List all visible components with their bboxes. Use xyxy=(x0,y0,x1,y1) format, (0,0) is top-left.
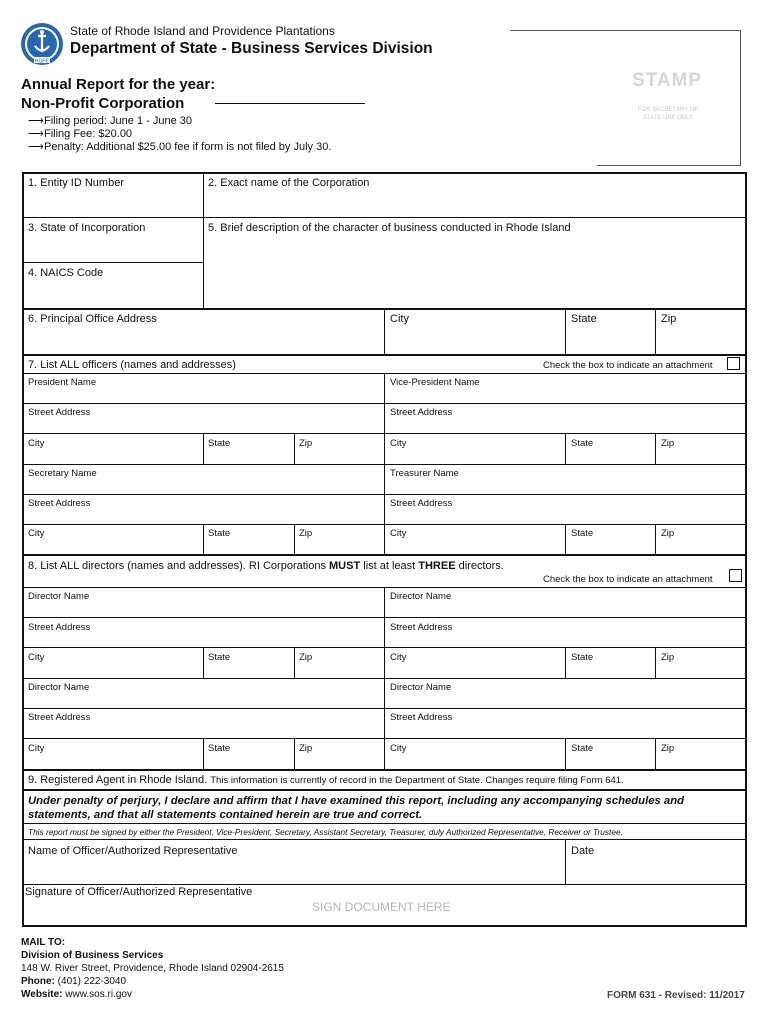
filing-period-line xyxy=(28,114,192,127)
state-seal-logo xyxy=(20,22,64,66)
directors-attachment-checkbox[interactable] xyxy=(729,569,742,582)
department-title: Department of State - Business Services Division xyxy=(70,40,433,57)
registered-agent-field[interactable]: 9. Registered Agent in Rhode Island. This information is currently of record in the Department of State. Changes require filing Form 641. xyxy=(28,774,624,786)
director-1-street-field[interactable]: Street Address xyxy=(28,622,91,633)
director-3-zip-field[interactable]: Zip xyxy=(299,743,313,754)
website-line: Website: www.sos.ri.gov xyxy=(21,989,132,1000)
secretary-zip-field[interactable]: Zip xyxy=(299,528,313,539)
director-4-street-field[interactable]: Street Address xyxy=(390,712,453,723)
president-zip-field[interactable]: Zip xyxy=(299,438,313,449)
phone-number: (401) 222-3040 xyxy=(57,976,127,987)
secretary-street-field[interactable]: Street Address xyxy=(28,498,91,509)
signature-field[interactable]: Signature of Officer/Authorized Representative xyxy=(25,886,253,898)
corporation-name-field[interactable]: 2. Exact name of the Corporation xyxy=(208,177,370,189)
vice-president-state-field[interactable]: State xyxy=(571,438,594,449)
report-year-field[interactable] xyxy=(215,103,365,104)
director-3-street-field[interactable]: Street Address xyxy=(28,712,91,723)
officers-attachment-note: Check the box to indicate an attachment xyxy=(543,360,713,371)
director-1-state-field[interactable]: State xyxy=(208,652,231,663)
signature-requirement-note: This report must be signed by either the President, Vice-President, Secretary, Assistant Secretary, Treasurer, duly Authorized Representative, Receiver or Trustee. xyxy=(28,827,623,837)
stamp-title: STAMP xyxy=(632,70,703,91)
director-4-zip-field[interactable]: Zip xyxy=(661,743,675,754)
secretary-city-field[interactable]: City xyxy=(28,528,45,539)
principal-state-field[interactable]: State xyxy=(571,313,597,325)
corporation-type: Non-Profit Corporation xyxy=(21,95,185,112)
secretary-state-field[interactable]: State xyxy=(208,528,231,539)
penalty-line xyxy=(28,140,331,153)
president-city-field[interactable]: City xyxy=(28,438,45,449)
seal-text: HOPE xyxy=(34,58,50,65)
vice-president-city-field[interactable]: City xyxy=(390,438,407,449)
principal-zip-field[interactable]: Zip xyxy=(661,313,677,325)
filing-period-text: Filing period: June 1 - June 30 xyxy=(44,115,192,127)
arrow-right-icon: ⟶ xyxy=(28,128,44,140)
phone-line: Phone: (401) 222-3040 xyxy=(21,976,127,987)
director-1-name-field[interactable]: Director Name xyxy=(28,591,90,602)
director-1-city-field[interactable]: City xyxy=(28,652,45,663)
division-name: Division of Business Services xyxy=(21,950,164,961)
registered-agent-note: This information is currently of record in the Department of State. Changes require filing Form 641. xyxy=(210,775,624,786)
stamp-note: FOR SECRETARY OF STATE USE ONLY xyxy=(637,107,699,121)
vice-president-zip-field[interactable]: Zip xyxy=(661,438,675,449)
report-title: Annual Report for the year: xyxy=(21,76,216,93)
director-2-name-field[interactable]: Director Name xyxy=(390,591,452,602)
perjury-statement: Under penalty of perjury, I declare and affirm that I have examined this report, including any accompanying schedules and statements, and that all statements contained herein are true and correct. xyxy=(28,795,685,821)
penalty-text: Penalty: Additional $25.00 fee if form is not filed by July 30. xyxy=(44,141,332,153)
mailing-address: 148 W. River Street, Providence, Rhode Island 02904-2615 xyxy=(21,963,284,974)
treasurer-zip-field[interactable]: Zip xyxy=(661,528,675,539)
stamp-area xyxy=(510,30,741,166)
arrow-right-icon: ⟶ xyxy=(28,141,44,153)
entity-id-field[interactable]: 1. Entity ID Number xyxy=(28,177,124,189)
directors-attachment-note: Check the box to indicate an attachment xyxy=(543,574,713,585)
director-4-city-field[interactable]: City xyxy=(390,743,407,754)
director-4-name-field[interactable]: Director Name xyxy=(390,682,452,693)
treasurer-city-field[interactable]: City xyxy=(390,528,407,539)
director-1-zip-field[interactable]: Zip xyxy=(299,652,313,663)
director-2-street-field[interactable]: Street Address xyxy=(390,622,453,633)
director-2-zip-field[interactable]: Zip xyxy=(661,652,675,663)
principal-office-address-field[interactable]: 6. Principal Office Address xyxy=(28,313,157,325)
director-2-state-field[interactable]: State xyxy=(571,652,594,663)
filing-fee-text: Filing Fee: $20.00 xyxy=(44,128,133,140)
stamp-area-border xyxy=(597,165,740,166)
filing-fee-line xyxy=(28,127,132,140)
officers-attachment-checkbox[interactable] xyxy=(727,357,740,370)
treasurer-name-field[interactable]: Treasurer Name xyxy=(390,468,459,479)
treasurer-state-field[interactable]: State xyxy=(571,528,594,539)
director-3-city-field[interactable]: City xyxy=(28,743,45,754)
sign-document-here-button[interactable]: SIGN DOCUMENT HERE xyxy=(312,900,451,914)
mail-to-label: MAIL TO: xyxy=(21,937,66,948)
president-state-field[interactable]: State xyxy=(208,438,231,449)
director-3-name-field[interactable]: Director Name xyxy=(28,682,90,693)
officer-name-field[interactable]: Name of Officer/Authorized Representative xyxy=(28,845,238,857)
naics-code-field[interactable]: 4. NAICS Code xyxy=(28,267,104,279)
state-name: State of Rhode Island and Providence Plantations xyxy=(70,24,335,38)
director-2-city-field[interactable]: City xyxy=(390,652,407,663)
directors-heading: 8. List ALL directors (names and addresses). RI Corporations MUST list at least THREE directors. xyxy=(28,560,504,572)
vice-president-name-field[interactable]: Vice-President Name xyxy=(390,377,480,388)
director-4-state-field[interactable]: State xyxy=(571,743,594,754)
arrow-right-icon: ⟶ xyxy=(28,115,44,127)
form-identifier: FORM 631 - Revised: 11/2017 xyxy=(607,990,745,1001)
website-link[interactable]: www.sos.ri.gov xyxy=(65,989,132,1000)
principal-city-field[interactable]: City xyxy=(390,313,409,325)
vice-president-street-field[interactable]: Street Address xyxy=(390,407,453,418)
officers-heading: 7. List ALL officers (names and addresses) xyxy=(28,359,236,371)
president-street-field[interactable]: Street Address xyxy=(28,407,91,418)
treasurer-street-field[interactable]: Street Address xyxy=(390,498,453,509)
date-field[interactable]: Date xyxy=(571,845,595,857)
president-name-field[interactable]: President Name xyxy=(28,377,97,388)
secretary-name-field[interactable]: Secretary Name xyxy=(28,468,97,479)
director-3-state-field[interactable]: State xyxy=(208,743,231,754)
business-description-field[interactable]: 5. Brief description of the character of business conducted in Rhode Island xyxy=(208,222,571,234)
state-of-incorporation-field[interactable]: 3. State of Incorporation xyxy=(28,222,146,234)
